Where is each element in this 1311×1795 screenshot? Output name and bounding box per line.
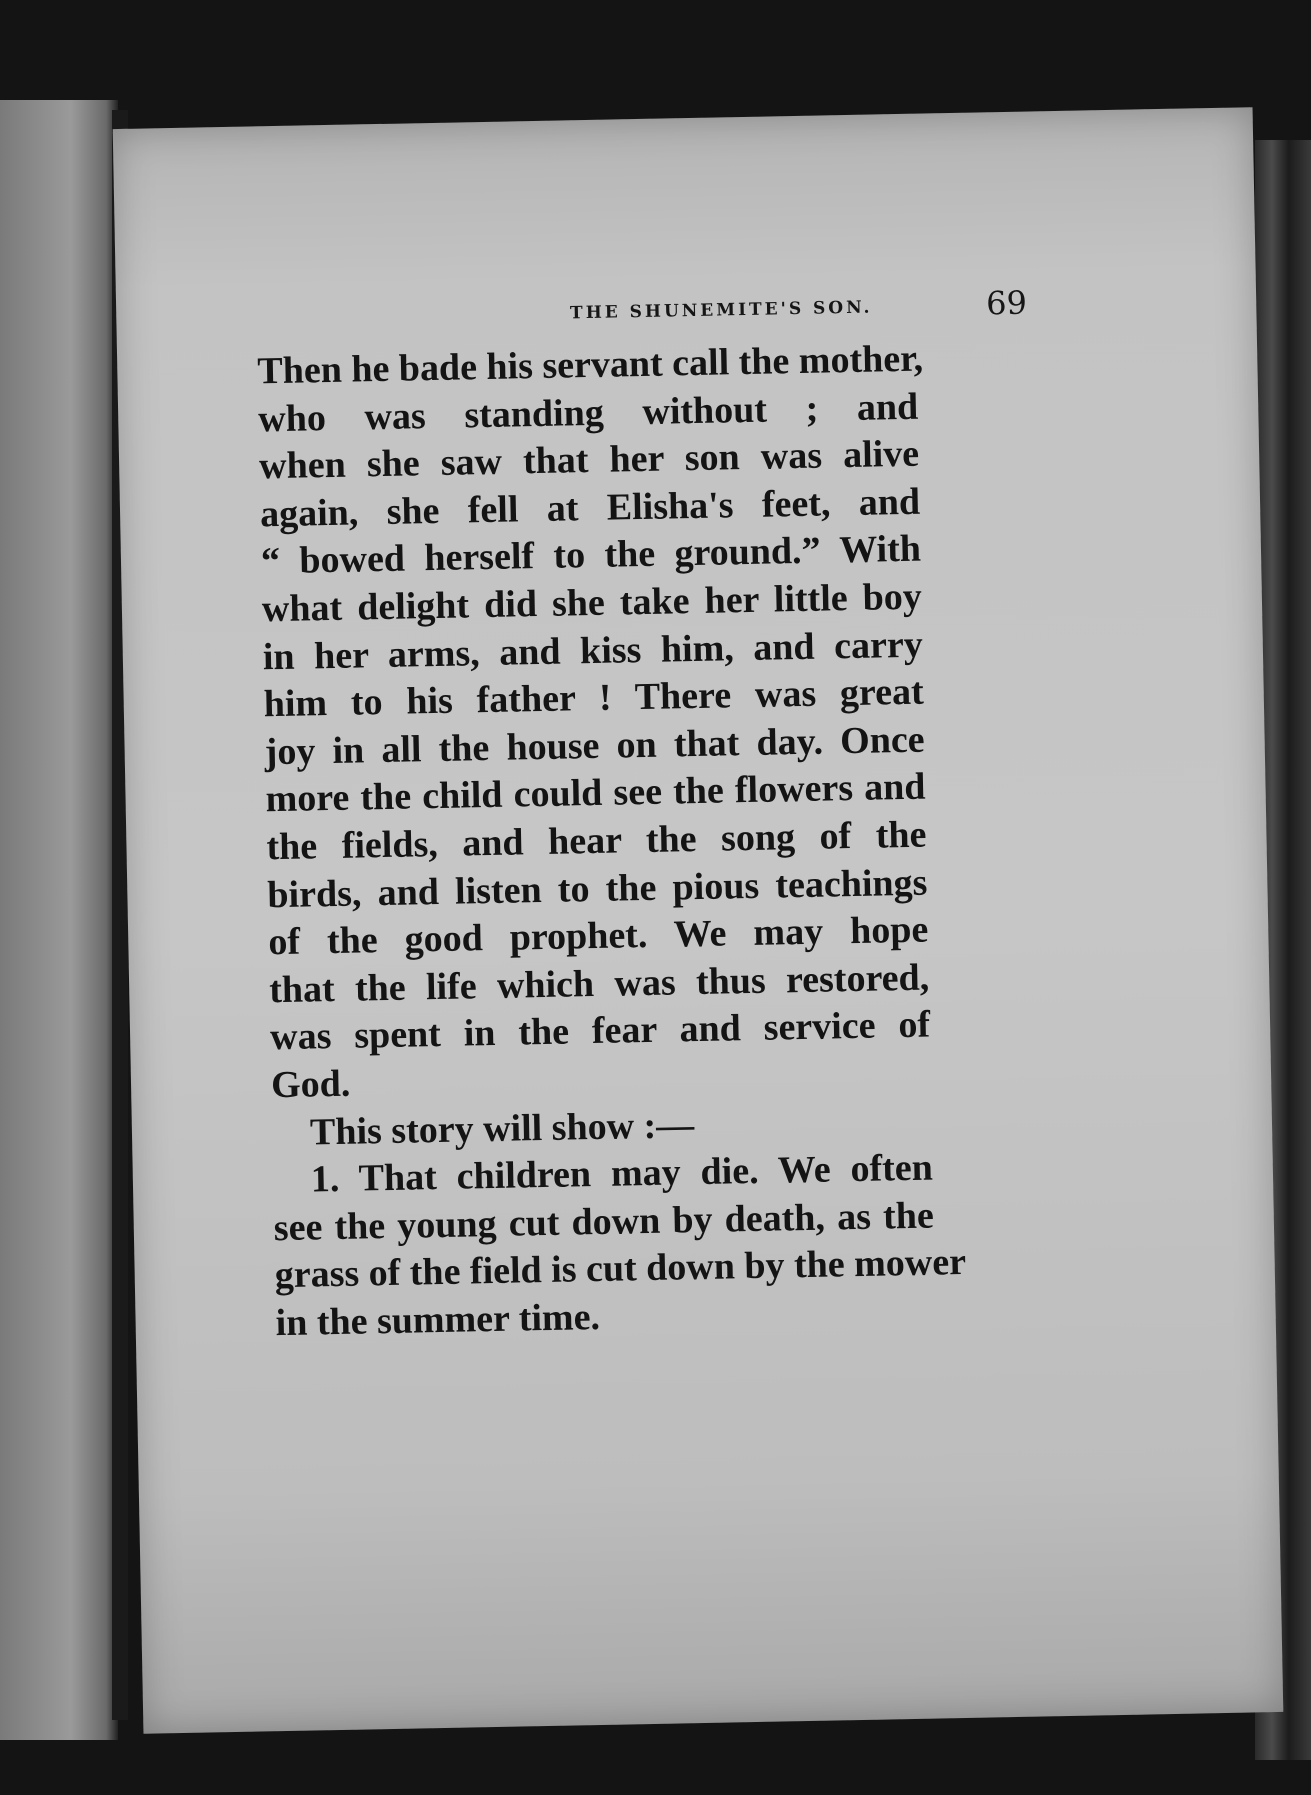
left-page-edge: [0, 100, 118, 1740]
text-line: of the good prophet. We may hope: [267, 908, 929, 964]
text-line: in the summer time.: [275, 1295, 601, 1345]
book-page: [113, 107, 1284, 1734]
text-line: when she saw that her son was alive: [258, 432, 920, 488]
body-text: [256, 336, 967, 1348]
text-line: grass of the field is cut down by the mower: [274, 1241, 967, 1297]
text-line: again, she fell at Elisha's feet, and: [259, 480, 921, 536]
text-line: in her arms, and kiss him, and carry: [262, 623, 924, 678]
text-line: God.: [270, 1062, 351, 1107]
text-line: who was standing without ; and: [257, 385, 919, 440]
running-head: THE SHUNEMITE'S SON.: [569, 297, 873, 324]
text-line: him to his father ! There was great: [263, 670, 925, 726]
text-line: see the young cut down by death, as the: [273, 1194, 935, 1249]
text-line: the fields, and hear the song of the: [266, 813, 927, 869]
text-line: was spent in the fear and service of: [269, 1003, 931, 1059]
text-line: more the child could see the flowers and: [265, 765, 926, 821]
text-line: joy in all the house on that day. Once: [264, 718, 925, 774]
text-line: This story will show :—: [309, 1103, 695, 1153]
text-line: 1. That children may die. We often: [310, 1146, 934, 1201]
text-line: that the life which was thus restored,: [268, 956, 930, 1011]
text-line: birds, and listen to the pious teachings: [267, 861, 928, 916]
text-line: Then he bade his servant call the mother,: [256, 337, 924, 393]
page-number: 69: [985, 283, 1028, 323]
text-line: “ bowed herself to the ground.” With: [260, 528, 922, 583]
text-line: what delight did she take her little boy: [261, 575, 923, 631]
